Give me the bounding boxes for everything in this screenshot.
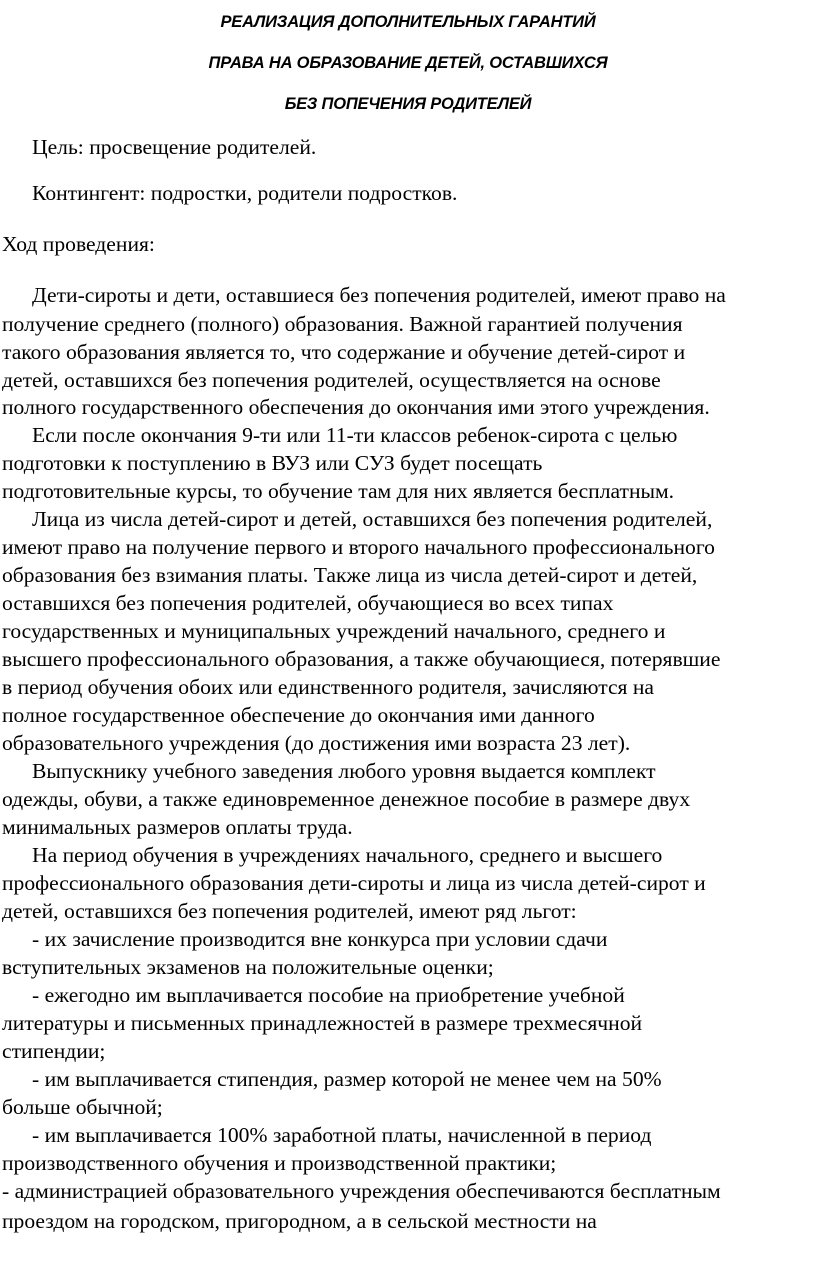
body-line: Выпускнику учебного заведения любого уровня выдается комплект xyxy=(32,759,656,783)
body-line: образования без взимания платы. Также лица из числа детей-сирот и детей, xyxy=(2,563,698,587)
body-line: На период обучения в учреждениях начального, среднего и высшего xyxy=(32,843,663,867)
body-line: такого образования является то, что содержание и обучение детей-сирот и xyxy=(2,340,686,364)
body-line: проездом на городском, пригородном, а в сельской местности на xyxy=(2,1209,597,1233)
body-line: больше обычной; xyxy=(2,1095,163,1119)
document-title xyxy=(0,2,816,125)
body-line: подготовки к поступлению в ВУЗ или СУЗ будет посещать xyxy=(2,451,543,475)
body-line: подготовительные курсы, то обучение там для них является бесплатным. xyxy=(2,479,675,503)
list-item: - администрацией образовательного учреждения обеспечиваются бесплатным xyxy=(2,1179,721,1203)
body-line: образовательного учреждения (до достижения ими возраста 23 лет). xyxy=(2,731,631,755)
body-line: оставшихся без попечения родителей, обучающиеся во всех типах xyxy=(2,591,614,615)
procedure-heading: Ход проведения: xyxy=(2,232,155,256)
body-line: Если после окончания 9-ти или 11-ти классов ребенок-сирота с целью xyxy=(32,423,678,447)
title-line-1: РЕАЛИЗАЦИЯ ДОПОЛНИТЕЛЬНЫХ ГАРАНТИЙ xyxy=(220,13,596,31)
body-line: вступительных экзаменов на положительные оценки; xyxy=(2,955,494,979)
body-line: в период обучения обоих или единственного родителя, зачисляются на xyxy=(2,675,655,699)
body-line: детей, оставшихся без попечения родителей, осуществляется на основе xyxy=(2,368,661,392)
body-line: профессионального образования дети-сироты и лица из числа детей-сирот и xyxy=(2,871,706,895)
list-item: - им выплачивается стипендия, размер которой не менее чем на 50% xyxy=(32,1067,662,1091)
body-line: Лица из числа детей-сирот и детей, оставшихся без попечения родителей, xyxy=(32,507,713,531)
body-line: полного государственного обеспечения до окончания ими этого учреждения. xyxy=(2,395,710,419)
body-line: одежды, обуви, а также единовременное денежное пособие в размере двух xyxy=(2,787,691,811)
body-line: имеют право на получение первого и второго начального профессионального xyxy=(2,535,715,559)
list-item: - ежегодно им выплачивается пособие на приобретение учебной xyxy=(32,983,625,1007)
body-line: литературы и письменных принадлежностей в размере трехмесячной xyxy=(2,1011,643,1035)
body-line: государственных и муниципальных учреждений начального, среднего и xyxy=(2,619,666,643)
body-line: детей, оставшихся без попечения родителей, имеют ряд льгот: xyxy=(2,899,577,923)
body-line: полное государственное обеспечение до окончания ими данного xyxy=(2,703,595,727)
body-line: минимальных размеров оплаты труда. xyxy=(2,815,353,839)
title-line-3: БЕЗ ПОПЕЧЕНИЯ РОДИТЕЛЕЙ xyxy=(284,95,532,113)
body-line: получение среднего (полного) образования. Важной гарантией получения xyxy=(2,312,683,336)
contingent-text: Контингент: подростки, родители подростков. xyxy=(32,181,458,205)
body-line: производственного обучения и производственной практики; xyxy=(2,1151,557,1175)
body-line: высшего профессионального образования, а также обучающиеся, потерявшие xyxy=(2,647,721,671)
list-item: - их зачисление производится вне конкурса при условии сдачи xyxy=(32,927,608,951)
body-line: Дети-сироты и дети, оставшиеся без попечения родителей, имеют право на xyxy=(32,283,726,307)
body-line: стипендии; xyxy=(2,1039,106,1063)
list-item: - им выплачивается 100% заработной платы, начисленной в период xyxy=(32,1123,652,1147)
goal-text: Цель: просвещение родителей. xyxy=(32,135,317,159)
title-line-2: ПРАВА НА ОБРАЗОВАНИЕ ДЕТЕЙ, ОСТАВШИХСЯ xyxy=(208,54,608,72)
